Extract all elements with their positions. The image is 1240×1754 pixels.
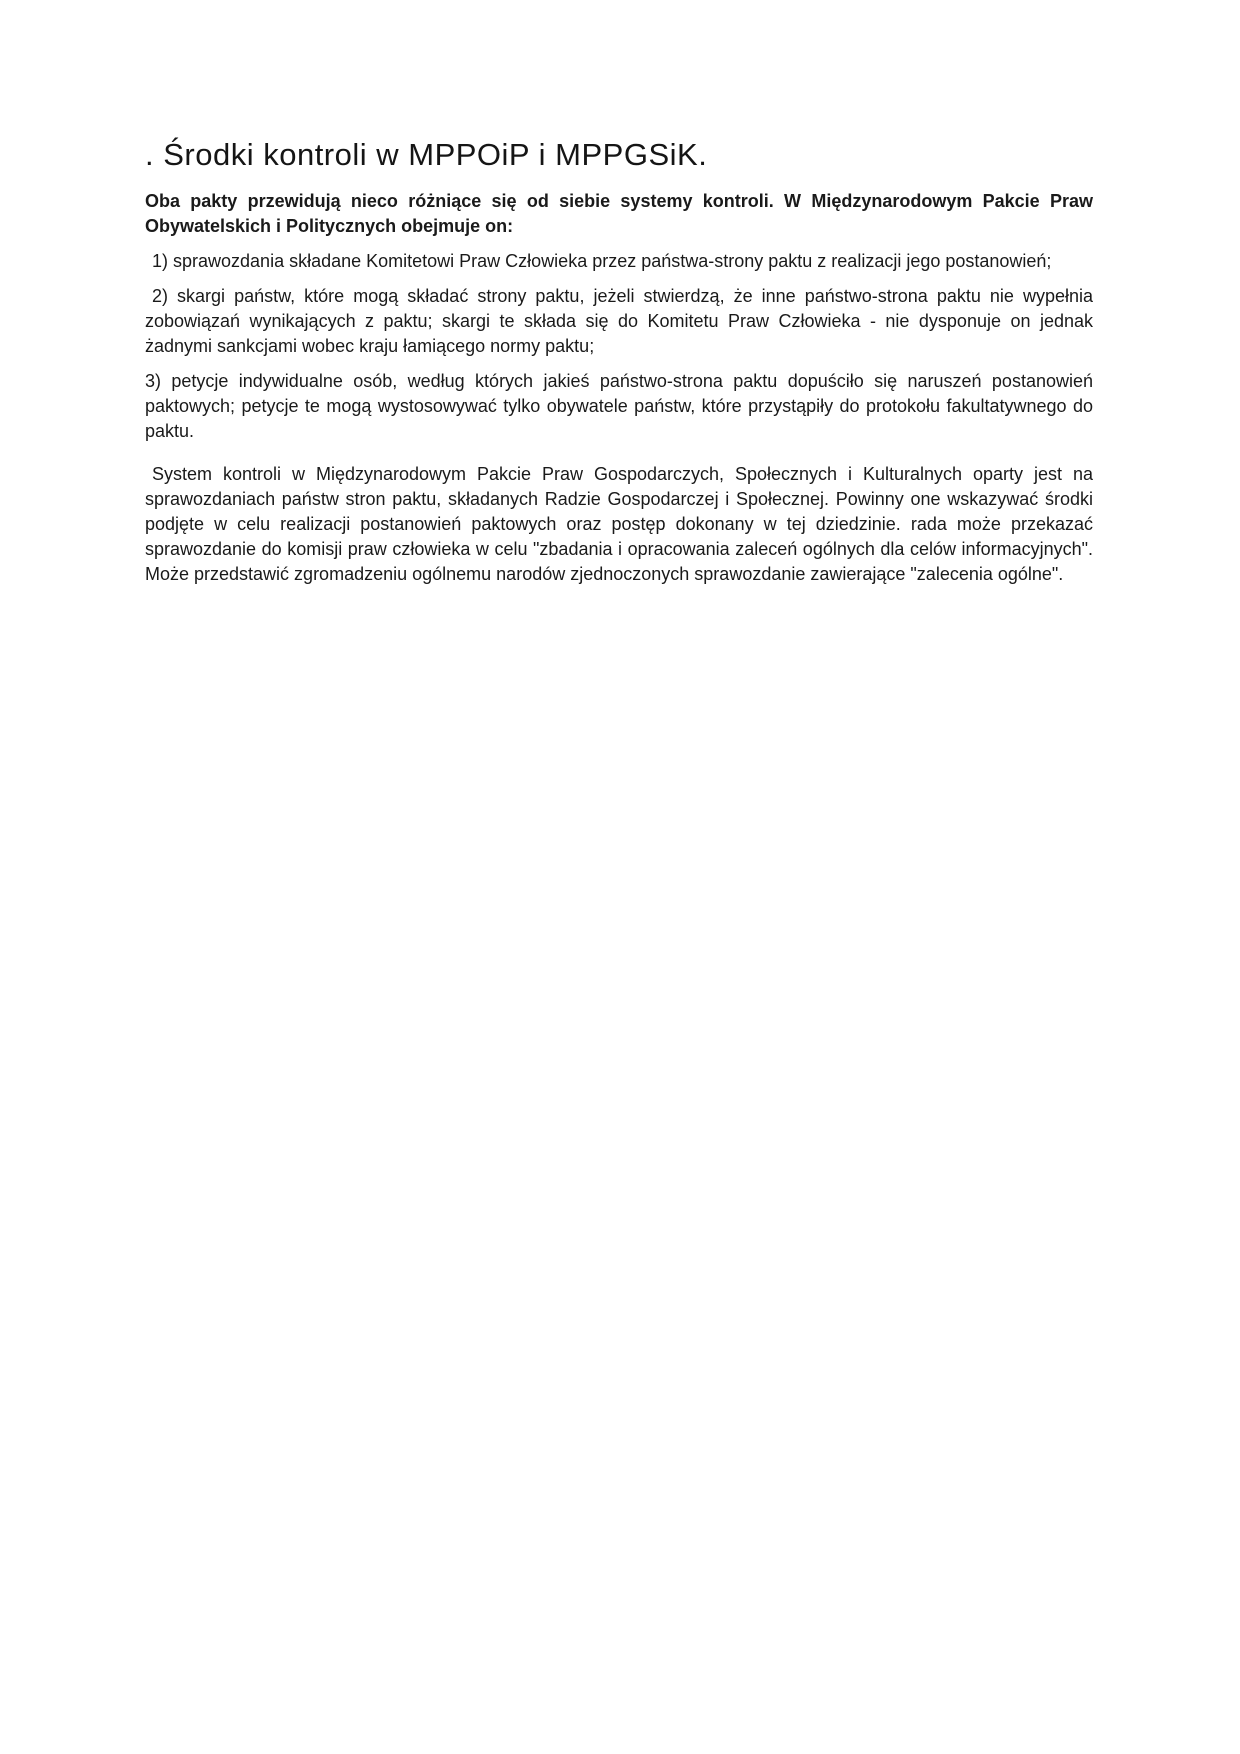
list-item-2: 2) skargi państw, które mogą składać strony paktu, jeżeli stwierdzą, że inne państwo-strona paktu nie wypełnia zobowiązań wynikających z paktu; skargi te składa się do Komitetu Praw Człowieka - nie dysponuje on jednak żadnymi sankcjami wobec kraju łamiącego normy paktu; — [145, 285, 1093, 356]
list-item-3: 3) petycje indywidualne osób, według których jakieś państwo-strona paktu dopuściło się naruszeń postanowień paktowych; petycje te mogą wystosowywać tylko obywatele państw, które przystąpiły do protokołu fakultatywnego do paktu. — [145, 370, 1093, 441]
list-item-1: 1) sprawozdania składane Komitetowi Praw Człowieka przez państwa-strony paktu z realizacji jego postanowień; — [152, 250, 1052, 271]
closing-paragraph: System kontroli w Międzynarodowym Pakcie Praw Gospodarczych, Społecznych i Kulturalnych oparty jest na sprawozdaniach państw stron paktu, składanych Radzie Gospodarczej i Społecznej. Powinny one wskazywać środki podjęte w celu realizacji postanowień paktowych oraz postęp dokonany w tej dziedzinie. rada może przekazać sprawozdanie do komisji praw człowieka w celu "zbadania i opracowania zaleceń ogólnych dla celów informacyjnych". Może przedstawić zgromadzeniu ogólnemu narodów zjednoczonych sprawozdanie zawierające "zalecenia ogólne". — [145, 463, 1093, 584]
document-title: . Środki kontroli w MPPOiP i MPPGSiK. — [145, 137, 708, 172]
intro-paragraph: Oba pakty przewidują nieco różniące się od siebie systemy kontroli. W Międzynarodowym Pakcie Praw Obywatelskich i Politycznych obejmuje on: — [145, 190, 1093, 236]
